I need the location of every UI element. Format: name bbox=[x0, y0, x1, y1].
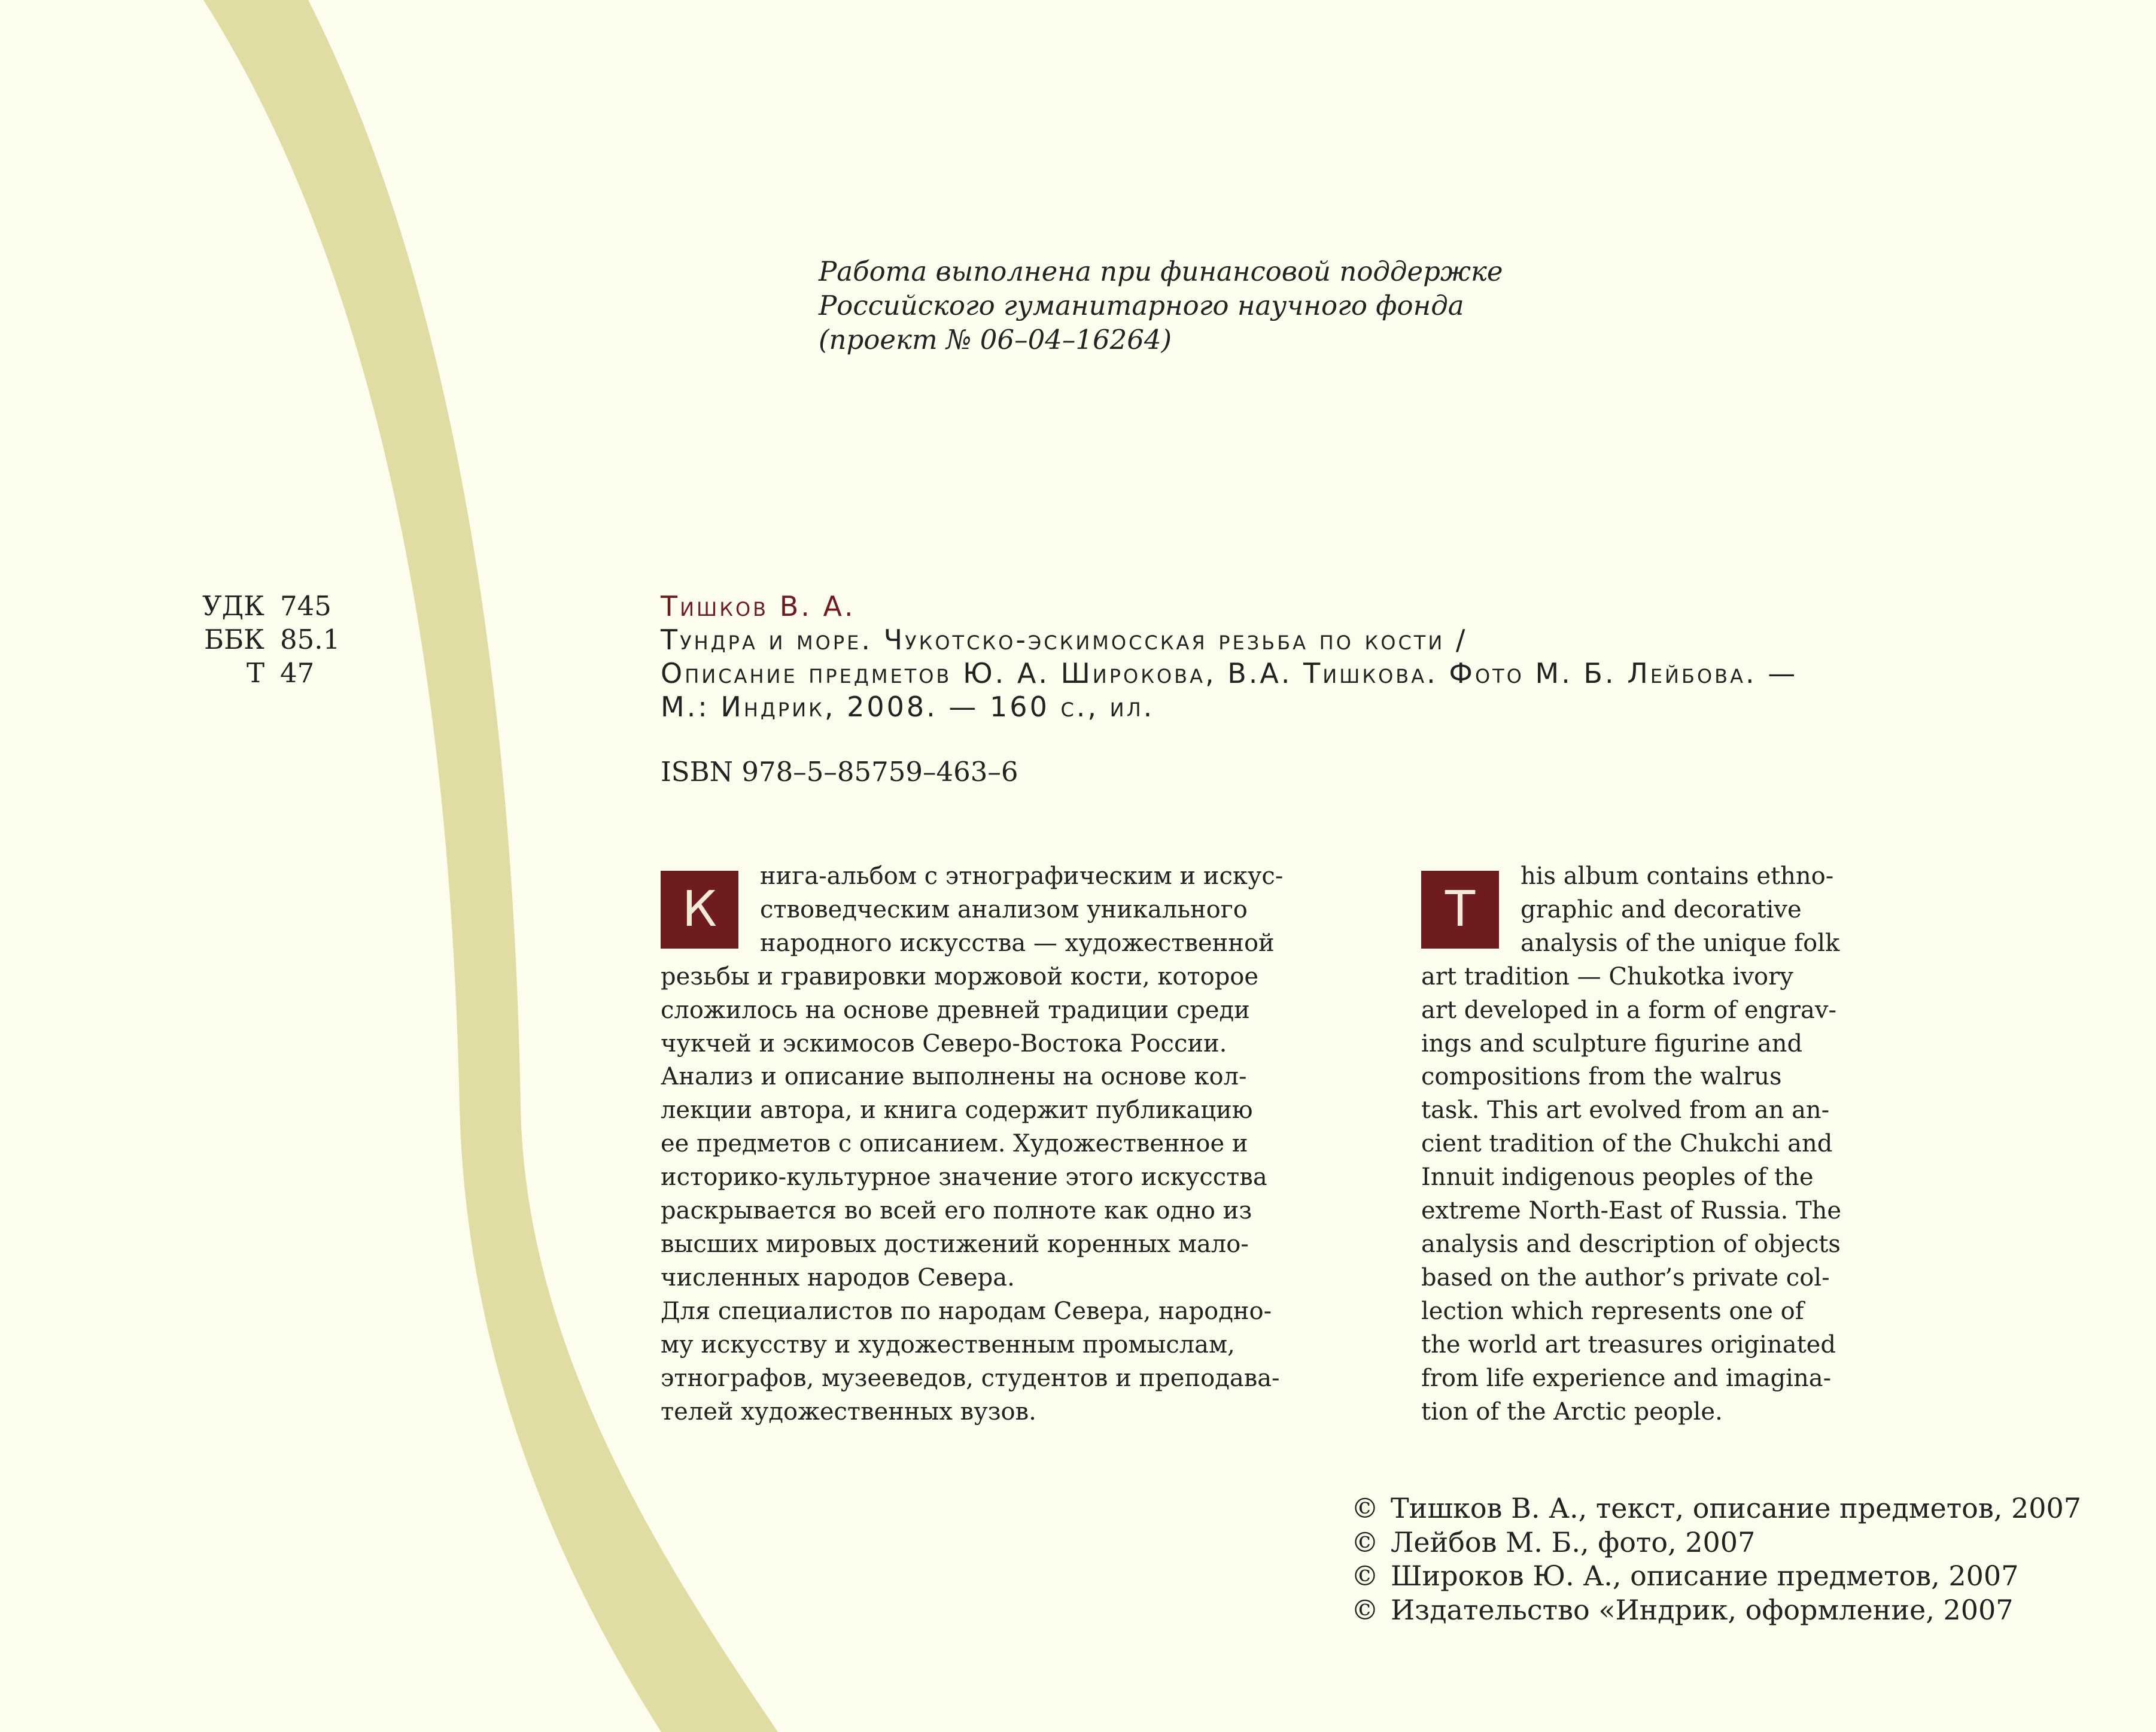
isbn: ISBN 978–5–85759–463–6 bbox=[661, 756, 1018, 788]
copyright-block bbox=[1351, 1491, 2081, 1627]
text-line: tion of the Arctic people. bbox=[1421, 1397, 1723, 1426]
copyright-symbol: © bbox=[1351, 1492, 1379, 1524]
text-line: резьбы и гравировки моржовой кости, которое bbox=[661, 962, 1259, 990]
text-line: лекции автора, и книга содержит публикацию bbox=[661, 1096, 1253, 1125]
copyright-text: Тишков В. А., текст, описание предметов, 2007 bbox=[1391, 1492, 2082, 1524]
classification-row bbox=[180, 590, 340, 623]
funding-line: Работа выполнена при финансовой поддержке bbox=[819, 256, 1503, 287]
text-line: народного искусства — художественной bbox=[760, 929, 1275, 957]
copyright-symbol: © bbox=[1351, 1593, 1379, 1626]
text-line: art developed in a form of engrav- bbox=[1421, 996, 1836, 1024]
text-line: историко-культурное значение этого искусства bbox=[661, 1163, 1267, 1192]
copyright-text: Издательство «Индрик, оформление, 2007 bbox=[1391, 1593, 2014, 1626]
text-line: раскрывается во всей его полноте как одно из bbox=[661, 1197, 1252, 1225]
abstract-russian bbox=[661, 860, 1307, 1429]
classification-row bbox=[180, 623, 340, 657]
text-line: graphic and decorative bbox=[1521, 895, 1802, 923]
classification-key: ББК bbox=[204, 624, 264, 655]
classification-codes bbox=[180, 590, 340, 690]
text-line: art tradition — Chukotka ivory bbox=[1421, 962, 1793, 990]
bibliographic-line: Описание предметов Ю. А. Широкова, В.А. Тишкова. Фото М. Б. Лейбова. — bbox=[661, 657, 1798, 689]
funding-line: (проект № 06–04–16264) bbox=[819, 324, 1172, 355]
text-line: analysis and description of objects bbox=[1421, 1230, 1841, 1258]
text-line: lection which represents one of bbox=[1421, 1297, 1804, 1325]
classification-key: Т bbox=[246, 657, 264, 689]
bibliographic-line: М.: Индрик, 2008. — 160 с., ил. bbox=[661, 691, 1155, 723]
text-line: task. This art evolved from an an- bbox=[1421, 1096, 1830, 1125]
classification-value: 745 bbox=[280, 590, 332, 622]
text-line: сложилось на основе древней традиции среди bbox=[661, 996, 1250, 1024]
text-line: the world art treasures originated bbox=[1421, 1330, 1836, 1359]
classification-value: 47 bbox=[280, 657, 315, 689]
text-line: ings and sculpture figurine and bbox=[1421, 1029, 1803, 1058]
bibliographic-record bbox=[661, 590, 1798, 724]
text-line: cient tradition of the Chukchi and bbox=[1421, 1130, 1833, 1158]
text-line: Анализ и описание выполнены на основе кол- bbox=[661, 1063, 1247, 1091]
text-line: телей художественных вузов. bbox=[661, 1397, 1036, 1426]
funding-line: Российского гуманитарного научного фонда bbox=[819, 290, 1464, 321]
text-line: чукчей и эскимосов Северо-Востока России. bbox=[661, 1029, 1227, 1058]
text-line: нига-альбом с этнографическим и искус- bbox=[760, 862, 1284, 890]
bibliographic-line: Тундра и море. Чукотско-эскимосская резьба по кости / bbox=[661, 624, 1468, 656]
copyright-line bbox=[1351, 1559, 2081, 1593]
drop-cap: T bbox=[1421, 871, 1499, 949]
text-line: Для специалистов по народам Севера, народно- bbox=[661, 1297, 1272, 1325]
drop-cap: К bbox=[661, 871, 738, 949]
text-line: высших мировых достижений коренных мало- bbox=[661, 1230, 1249, 1258]
classification-value: 85.1 bbox=[280, 624, 340, 655]
text-line: ее предметов с описанием. Художественное и bbox=[661, 1130, 1248, 1158]
copyright-line bbox=[1351, 1491, 2081, 1526]
copyright-symbol: © bbox=[1351, 1526, 1379, 1558]
author-name: Тишков В. А. bbox=[661, 590, 856, 622]
text-line: based on the author’s private col- bbox=[1421, 1263, 1830, 1292]
text-line: from life experience and imagina- bbox=[1421, 1364, 1832, 1392]
copyright-line bbox=[1351, 1593, 2081, 1627]
copyright-text: Лейбов М. Б., фото, 2007 bbox=[1391, 1526, 1756, 1558]
text-line: Innuit indigenous peoples of the bbox=[1421, 1163, 1814, 1192]
text-line: ствоведческим анализом уникального bbox=[760, 895, 1248, 923]
abstract-english bbox=[1421, 860, 1876, 1429]
text-line: численных народов Севера. bbox=[661, 1263, 1015, 1292]
copyright-text: Широков Ю. А., описание предметов, 2007 bbox=[1391, 1560, 2019, 1592]
text-line: extreme North-East of Russia. The bbox=[1421, 1197, 1842, 1225]
text-line: analysis of the unique folk bbox=[1521, 929, 1840, 957]
text-line: compositions from the walrus bbox=[1421, 1063, 1782, 1091]
copyright-line bbox=[1351, 1526, 2081, 1560]
copyright-symbol: © bbox=[1351, 1560, 1379, 1592]
text-line: этнографов, музееведов, студентов и преподава- bbox=[661, 1364, 1280, 1392]
text-line: му искусству и художественным промыслам, bbox=[661, 1330, 1235, 1359]
classification-row bbox=[180, 657, 340, 690]
classification-key: УДК bbox=[202, 590, 264, 622]
text-line: his album contains ethno- bbox=[1521, 862, 1834, 890]
funding-note bbox=[819, 254, 1503, 357]
